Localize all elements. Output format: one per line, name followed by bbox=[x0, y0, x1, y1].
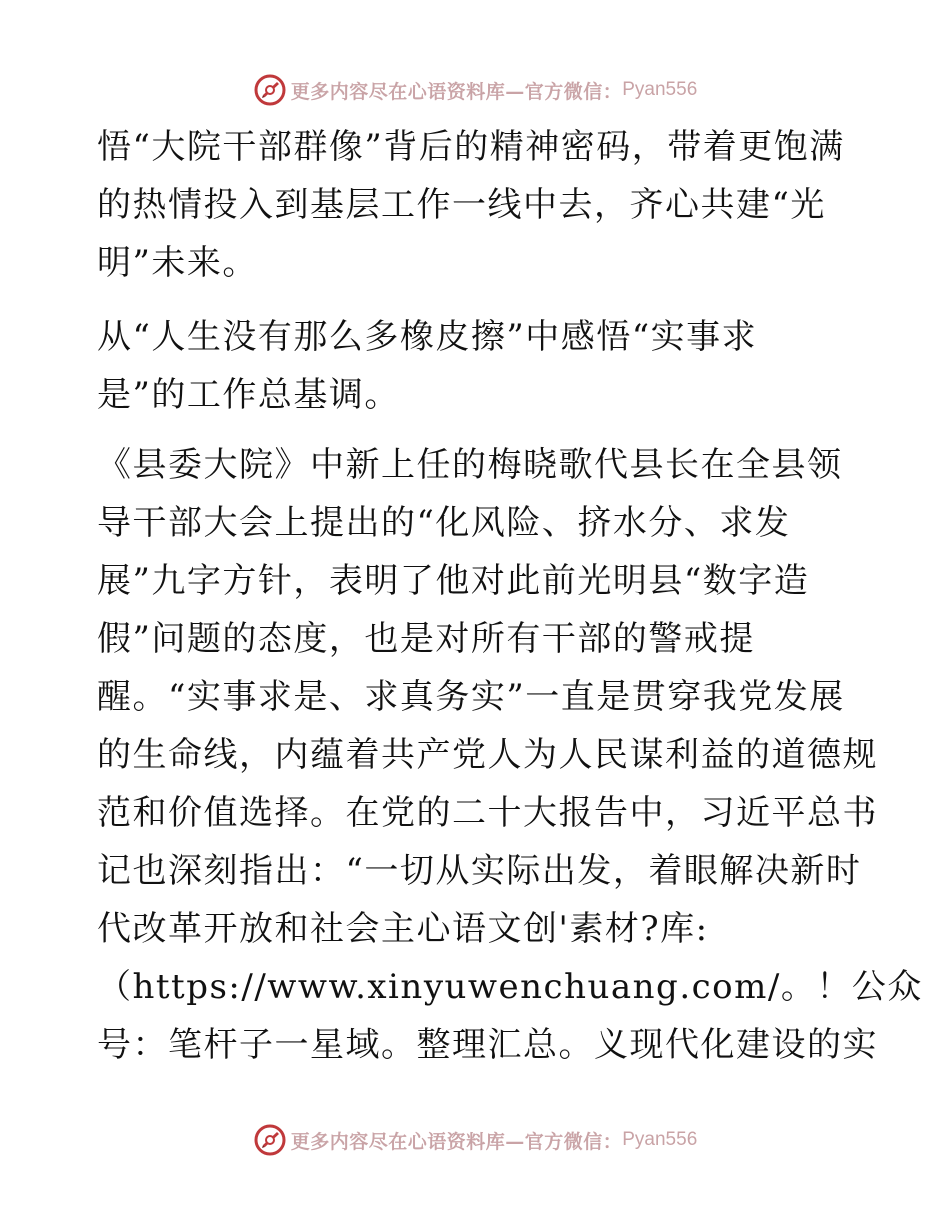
text-line: 假”问题的态度，也是对所有干部的警戒提 bbox=[97, 619, 755, 659]
header-wechat-id: Pyan556 bbox=[622, 79, 698, 100]
footer-text: 更多内容尽在心语资料库—官方微信： bbox=[290, 1130, 623, 1153]
text-line: 《县委大院》中新上任的梅晓歌代县长在全县领 bbox=[97, 445, 843, 485]
brand-logo-icon bbox=[253, 73, 287, 107]
text-line: 是”的工作总基调。 bbox=[97, 375, 400, 415]
text-line: 导干部大会上提出的“化风险、挤水分、求发 bbox=[97, 503, 791, 543]
document-body bbox=[97, 118, 923, 1074]
footer-banner bbox=[0, 1120, 950, 1160]
text-line: 从“人生没有那么多橡皮擦”中感悟“实事求 bbox=[97, 317, 758, 357]
paragraph-1 bbox=[97, 118, 857, 292]
paragraph-3 bbox=[97, 436, 923, 1074]
text-line: 代改革开放和社会主心语文创'素材?库: bbox=[97, 909, 709, 949]
paragraph-2 bbox=[97, 308, 857, 424]
footer-wechat-id: Pyan556 bbox=[622, 1129, 698, 1150]
text-line: 明”未来。 bbox=[97, 243, 258, 283]
header-banner bbox=[0, 70, 950, 110]
text-line: 醒。“实事求是、求真务实”一直是贯穿我党发展 bbox=[97, 677, 845, 717]
text-line: 记也深刻指出：“一切从实际出发，着眼解决新时 bbox=[97, 851, 862, 891]
text-line: 的生命线，内蕴着共产党人为人民谋利益的道德规 bbox=[97, 735, 878, 775]
header-text: 更多内容尽在心语资料库—官方微信： bbox=[290, 80, 623, 103]
text-line: （https://www.xinyuwenchuang.com/。！公众 bbox=[97, 967, 923, 1007]
brand-logo-icon bbox=[253, 1123, 287, 1157]
text-line: 展”九字方针，表明了他对此前光明县“数字造 bbox=[97, 561, 810, 601]
text-line: 的热情投入到基层工作一线中去，齐心共建“光 bbox=[97, 185, 826, 225]
text-line: 号：笔杆子一星域。整理汇总。义现代化建设的实 bbox=[97, 1025, 878, 1065]
text-line: 悟“大院干部群像”背后的精神密码，带着更饱满 bbox=[97, 127, 845, 167]
text-line: 范和价值选择。在党的二十大报告中，习近平总书 bbox=[97, 793, 878, 833]
